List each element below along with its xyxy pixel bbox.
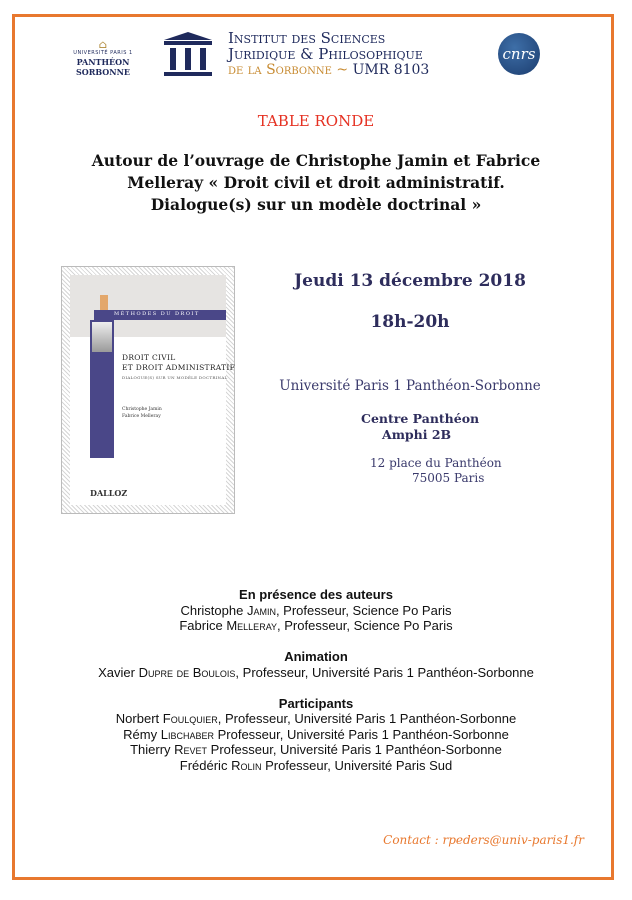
speaker-line <box>40 727 592 743</box>
event-title-line: Melleray « Droit civil et droit administratif. <box>127 173 505 192</box>
speakers-section <box>40 587 592 773</box>
speaker-first-name: Rémy <box>123 726 158 742</box>
speaker-last-name: Melleray <box>226 618 278 633</box>
isjps-logo-text <box>228 30 429 79</box>
presence-heading: En présence des auteurs <box>239 587 393 602</box>
event-centre: Centre Panthéon <box>361 411 480 426</box>
event-university: Université Paris 1 Panthéon-Sorbonne <box>279 378 541 394</box>
cnrs-logo: cnrs <box>498 33 540 75</box>
book-author: Fabrice Melleray <box>122 414 161 419</box>
isjps-logo-line2: Juridique & Philosophique <box>228 45 423 63</box>
speaker-line <box>40 618 592 634</box>
event-date: Jeudi 13 décembre 2018 <box>294 271 526 291</box>
paris1-logo-line1: UNIVERSITÉ PARIS 1 <box>73 50 133 56</box>
spacer <box>40 680 592 696</box>
speaker-last-name: Dupre de Boulois <box>138 664 236 680</box>
speaker-line <box>40 711 592 727</box>
speaker-role: , Professeur, Science Po Paris <box>277 618 453 633</box>
speaker-role: Professeur, Université Paris 1 Panthéon-Sorbonne <box>207 742 502 757</box>
isjps-logo <box>160 30 450 80</box>
book-title-line1: DROIT CIVIL <box>122 353 176 362</box>
book-author: Christophe Jamin <box>122 407 162 412</box>
event-title <box>40 150 592 216</box>
book-title-line2: ET DROIT ADMINISTRATIF <box>122 363 236 372</box>
event-title-line: Dialogue(s) sur un modèle doctrinal » <box>150 195 482 214</box>
spacer <box>40 634 592 650</box>
isjps-logo-separator: ~ <box>336 62 349 78</box>
speaker-role: , Professeur, Université Paris 1 Panthéon-Sorbonne <box>235 664 534 680</box>
speaker-last-name: Foulquier <box>162 711 218 726</box>
paris1-logo-line2: PANTHÉON SORBONNE <box>76 57 130 77</box>
pantheon-crest-icon: ⌂ <box>98 38 108 51</box>
speaker-line <box>40 758 592 774</box>
book-subtitle: DIALOGUE(S) SUR UN MODÈLE DOCTRINAL <box>122 375 228 380</box>
book-cover <box>61 266 235 514</box>
book-cover-inner <box>70 275 236 505</box>
speaker-first-name: Christophe <box>180 602 244 618</box>
speaker-first-name: Frédéric <box>179 757 228 773</box>
isjps-logo-line1: Institut des Sciences <box>228 29 386 47</box>
isjps-logo-line3 <box>228 62 429 79</box>
speaker-last-name: Jamin <box>246 602 276 618</box>
event-address-line1: 12 place du Panthéon <box>370 456 502 470</box>
speaker-first-name: Norbert <box>115 711 160 726</box>
pantheon-sorbonne-logo <box>58 40 148 77</box>
speaker-last-name: Libchaber <box>160 726 214 742</box>
speaker-last-name: Rolin <box>231 757 262 773</box>
book-series: MÉTHODES DU DROIT <box>114 311 200 317</box>
contact-email[interactable]: Contact : rpeders@univ-paris1.fr <box>383 833 584 847</box>
speaker-line <box>40 665 592 681</box>
event-time: 18h-20h <box>370 312 450 332</box>
event-room: Amphi 2B <box>382 427 452 442</box>
speaker-role: Professeur, Université Paris Sud <box>261 757 453 773</box>
speaker-line <box>40 742 592 758</box>
speaker-line <box>40 603 592 619</box>
speaker-role: Professeur, Université Paris 1 Panthéon-Sorbonne <box>213 726 509 742</box>
isjps-logo-umr: UMR 8103 <box>352 62 430 78</box>
book-cover-portrait <box>92 322 112 352</box>
columns-icon <box>160 30 216 78</box>
speaker-last-name: Revet <box>174 742 208 757</box>
animation-heading: Animation <box>284 649 348 664</box>
event-title-line: Autour de l’ouvrage de Christophe Jamin et Fabrice <box>91 151 541 170</box>
speaker-role: , Professeur, Science Po Paris <box>275 602 452 618</box>
isjps-logo-sorbonne: de la Sorbonne <box>228 62 332 78</box>
speaker-first-name: Fabrice <box>179 618 223 633</box>
event-type: TABLE RONDE <box>257 112 375 130</box>
event-address-line2: 75005 Paris <box>412 471 485 485</box>
book-publisher: DALLOZ <box>90 488 128 498</box>
speaker-first-name: Thierry <box>130 742 171 757</box>
speaker-first-name: Xavier <box>98 664 135 680</box>
speaker-role: , Professeur, Université Paris 1 Panthéon-Sorbonne <box>217 711 517 726</box>
participants-heading: Participants <box>278 695 354 711</box>
